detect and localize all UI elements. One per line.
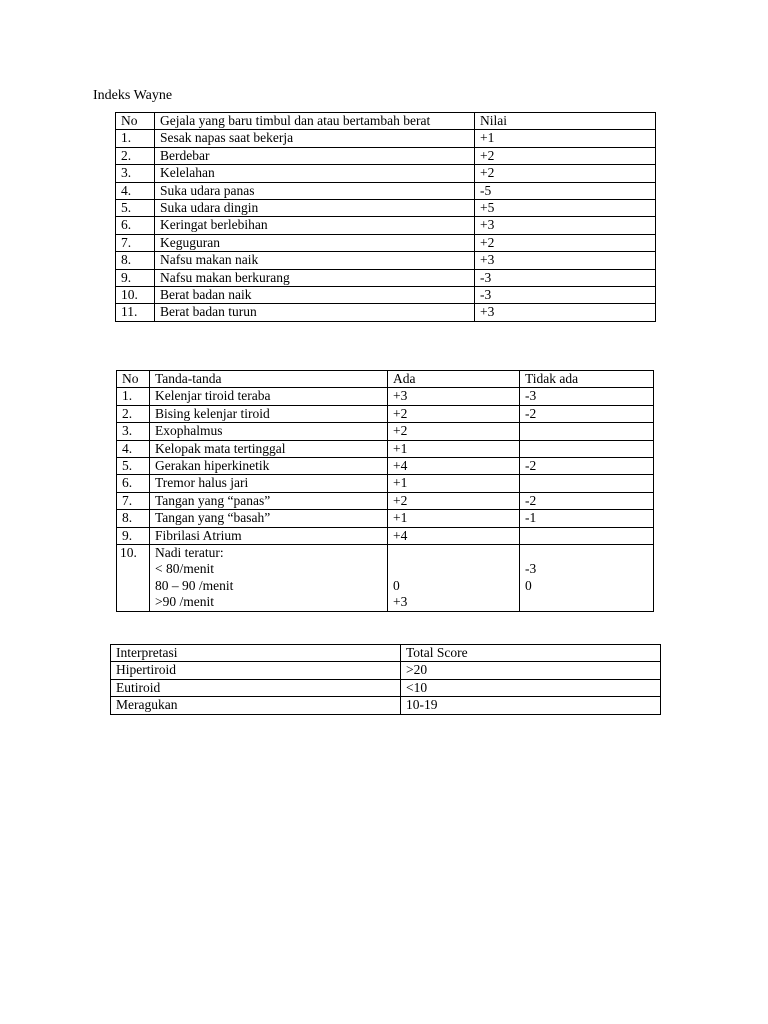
- cell-gejala: Kelelahan: [155, 165, 475, 182]
- header-cell-gejala: Gejala yang baru timbul dan atau bertambah berat: [155, 113, 475, 130]
- nadi-sub-item-label: < 80/menit: [155, 561, 214, 577]
- cell-no: 9.: [117, 527, 150, 544]
- cell-gejala: Berat badan turun: [155, 304, 475, 321]
- table-row: [111, 697, 661, 714]
- cell-tidak-ada: -2: [520, 492, 654, 509]
- nadi-sub-item-tidak-ada: 0: [525, 577, 532, 593]
- table-row: [116, 165, 656, 182]
- table-row: [116, 130, 656, 147]
- header-cell-no: No: [117, 371, 150, 388]
- interpretasi-table: [110, 644, 661, 715]
- cell-no: 10.: [116, 287, 155, 304]
- table-row: [116, 200, 656, 217]
- table-row-nadi: [117, 545, 654, 612]
- cell-gejala: Berdebar: [155, 147, 475, 164]
- table-row: [117, 388, 654, 405]
- cell-tanda: Tangan yang “panas”: [150, 492, 388, 509]
- table-header-row: [111, 645, 661, 662]
- cell-ada: +2: [388, 423, 520, 440]
- cell-tanda: Kelopak mata tertinggal: [150, 440, 388, 457]
- cell-tidak-ada-nadi: [520, 545, 654, 612]
- nadi-sub-item-label: >90 /menit: [155, 594, 214, 610]
- cell-nilai: +2: [475, 234, 656, 251]
- table-row: [117, 458, 654, 475]
- cell-tidak-ada: [520, 440, 654, 457]
- cell-nilai: -3: [475, 269, 656, 286]
- nadi-label: Nadi teratur:: [155, 545, 224, 561]
- header-cell-tidak-ada: Tidak ada: [520, 371, 654, 388]
- header-cell-no: No: [116, 113, 155, 130]
- cell-interpretasi: Meragukan: [111, 697, 401, 714]
- cell-no: 11.: [116, 304, 155, 321]
- cell-nilai: +2: [475, 165, 656, 182]
- nadi-sub-item-ada: +3: [393, 594, 408, 610]
- nadi-sub-item-ada: 0: [393, 577, 400, 593]
- cell-no: 8.: [117, 510, 150, 527]
- cell-tidak-ada: -2: [520, 458, 654, 475]
- cell-no: 2.: [117, 405, 150, 422]
- cell-ada: +4: [388, 458, 520, 475]
- cell-tidak-ada: [520, 423, 654, 440]
- blank-line: [525, 545, 653, 561]
- cell-no: 4.: [117, 440, 150, 457]
- cell-tanda: Tangan yang “basah”: [150, 510, 388, 527]
- cell-gejala: Suka udara panas: [155, 182, 475, 199]
- header-cell-tanda: Tanda-tanda: [150, 371, 388, 388]
- table-row: [116, 304, 656, 321]
- cell-gejala: Berat badan naik: [155, 287, 475, 304]
- cell-ada: +4: [388, 527, 520, 544]
- cell-no: 1.: [117, 388, 150, 405]
- cell-interpretasi: Hipertiroid: [111, 662, 401, 679]
- table-row: [116, 217, 656, 234]
- cell-ada: +1: [388, 510, 520, 527]
- cell-total-score: >20: [401, 662, 661, 679]
- cell-ada: +1: [388, 475, 520, 492]
- cell-nilai: +3: [475, 217, 656, 234]
- table-header-row: [117, 371, 654, 388]
- cell-ada: +2: [388, 405, 520, 422]
- table-row: [117, 475, 654, 492]
- cell-nilai: +2: [475, 147, 656, 164]
- cell-gejala: Sesak napas saat bekerja: [155, 130, 475, 147]
- cell-ada: +3: [388, 388, 520, 405]
- cell-no: 2.: [116, 147, 155, 164]
- cell-no: 3.: [117, 423, 150, 440]
- cell-tanda: Fibrilasi Atrium: [150, 527, 388, 544]
- table-header-row: [116, 113, 656, 130]
- cell-no: 6.: [117, 475, 150, 492]
- table-row: [116, 287, 656, 304]
- cell-ada-nadi: [388, 545, 520, 612]
- table-row: [117, 492, 654, 509]
- header-cell-interpretasi: Interpretasi: [111, 645, 401, 662]
- table-row: [117, 527, 654, 544]
- cell-tidak-ada: -1: [520, 510, 654, 527]
- cell-nilai: -3: [475, 287, 656, 304]
- table-row: [111, 662, 661, 679]
- cell-no: 7.: [116, 234, 155, 251]
- cell-tanda-nadi: [150, 545, 388, 612]
- cell-tanda: Gerakan hiperkinetik: [150, 458, 388, 475]
- cell-nilai: -5: [475, 182, 656, 199]
- gejala-table: [115, 112, 656, 322]
- cell-ada: +1: [388, 440, 520, 457]
- table-row: [117, 405, 654, 422]
- cell-no: 10.: [117, 545, 150, 612]
- nadi-sub-item-label: 80 – 90 /menit: [155, 577, 234, 593]
- table-row: [116, 269, 656, 286]
- table-row: [111, 679, 661, 696]
- cell-gejala: Keringat berlebihan: [155, 217, 475, 234]
- table-row: [117, 510, 654, 527]
- cell-no: 1.: [116, 130, 155, 147]
- cell-no: 7.: [117, 492, 150, 509]
- cell-nilai: +3: [475, 252, 656, 269]
- tanda-table: [116, 370, 654, 612]
- cell-tidak-ada: [520, 475, 654, 492]
- cell-no: 9.: [116, 269, 155, 286]
- cell-tanda: Tremor halus jari: [150, 475, 388, 492]
- header-cell-ada: Ada: [388, 371, 520, 388]
- cell-nilai: +5: [475, 200, 656, 217]
- cell-tidak-ada: -2: [520, 405, 654, 422]
- header-cell-nilai: Nilai: [475, 113, 656, 130]
- nadi-sub-item-ada: [393, 561, 519, 577]
- cell-gejala: Keguguran: [155, 234, 475, 251]
- cell-tanda: Exophalmus: [150, 423, 388, 440]
- table-row: [116, 147, 656, 164]
- cell-no: 4.: [116, 182, 155, 199]
- cell-tanda: Kelenjar tiroid teraba: [150, 388, 388, 405]
- cell-gejala: Suka udara dingin: [155, 200, 475, 217]
- cell-tidak-ada: [520, 527, 654, 544]
- nadi-sub-item-tidak-ada: -3: [525, 561, 537, 577]
- cell-tanda: Bising kelenjar tiroid: [150, 405, 388, 422]
- cell-nilai: +3: [475, 304, 656, 321]
- cell-no: 5.: [117, 458, 150, 475]
- cell-total-score: <10: [401, 679, 661, 696]
- cell-ada: +2: [388, 492, 520, 509]
- cell-no: 6.: [116, 217, 155, 234]
- table-row: [116, 182, 656, 199]
- cell-no: 3.: [116, 165, 155, 182]
- cell-total-score: 10-19: [401, 697, 661, 714]
- cell-gejala: Nafsu makan berkurang: [155, 269, 475, 286]
- blank-line: [393, 545, 519, 561]
- table-row: [117, 440, 654, 457]
- table-row: [116, 234, 656, 251]
- header-cell-total-score: Total Score: [401, 645, 661, 662]
- cell-gejala: Nafsu makan naik: [155, 252, 475, 269]
- nadi-sub-item-tidak-ada: [525, 594, 653, 610]
- cell-tidak-ada: -3: [520, 388, 654, 405]
- document-title: Indeks Wayne: [93, 88, 173, 103]
- cell-nilai: +1: [475, 130, 656, 147]
- table-row: [116, 252, 656, 269]
- cell-interpretasi: Eutiroid: [111, 679, 401, 696]
- cell-no: 8.: [116, 252, 155, 269]
- table-row: [117, 423, 654, 440]
- cell-no: 5.: [116, 200, 155, 217]
